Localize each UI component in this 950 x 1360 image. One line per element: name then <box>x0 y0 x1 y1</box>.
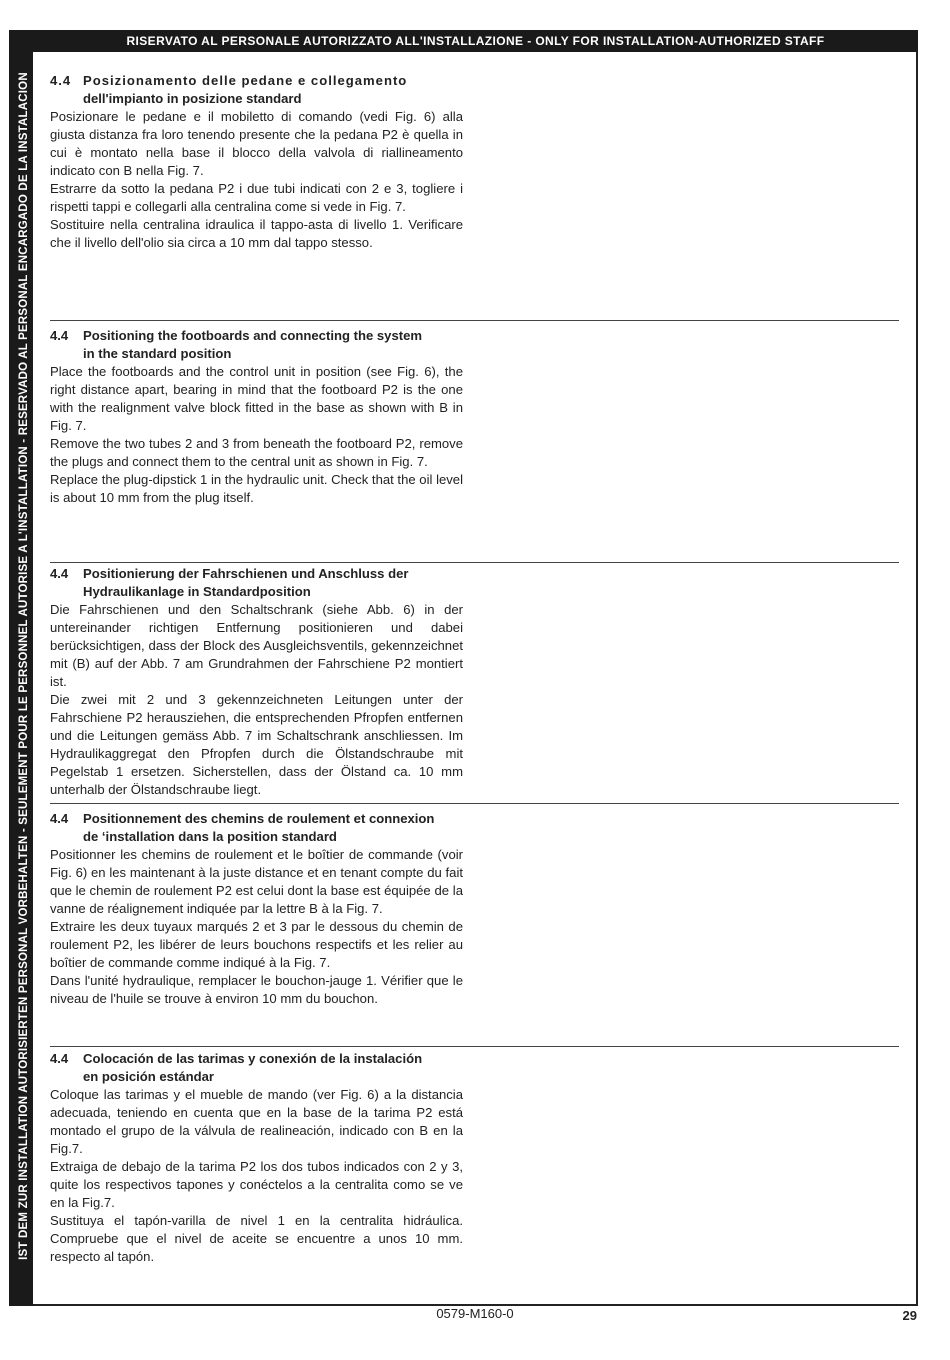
section-divider <box>50 320 899 321</box>
paragraph: Dans l'unité hydraulique, remplacer le bouchon-jauge 1. Vérifier que le niveau de l'huile se trouve à environ 10 mm du bouchon. <box>50 973 463 1006</box>
sidebar-text: IST DEM ZUR INSTALLATION AUTORISIERTEN PERSONAL VORBEHALTEN - SEULEMENT POUR LE PERSONNEL AUTORISE A L'INSTALLATION - RESERVADO AL PERSONAL ENCARGADO DE LA INSTALACION <box>18 72 30 1260</box>
section-title-line2: Hydraulikanlage in Standardposition <box>83 584 311 599</box>
paragraph: Replace the plug-dipstick 1 in the hydraulic unit. Check that the oil level is about 10 mm from the plug itself. <box>50 472 463 505</box>
section-title-line2: in the standard position <box>83 346 232 361</box>
paragraph: Extraire les deux tuyaux marqués 2 et 3 par le dessous du chemin de roulement P2, les libérer de leurs bouchons respectifs et les relier au boîtier de commande comme indiqué à la Fig. 7. <box>50 919 463 970</box>
section-german <box>50 565 463 799</box>
section-title-line1: Positionnement des chemins de roulement et connexion <box>83 811 435 826</box>
section-number: 4.4 <box>50 1051 69 1066</box>
section-heading <box>50 1050 463 1086</box>
paragraph: Die zwei mit 2 und 3 gekennzeichneten Leitungen unter der Fahrschiene P2 herausziehen, die entsprechenden Pfropfen entfernen und die Leitungen gemäss Abb. 7 im Schaltschrank anschliessen. Im Hydraulikaggregat den Pfropfen durch die Ölstandschraube mit Pegelstab 1 ersetzen. Sicherstellen, dass der Ölstand ca. 10 mm unterhalb der Ölstandschraube liegt. <box>50 692 463 797</box>
paragraph: Sustituya el tapón-varilla de nivel 1 en la centralita hidráulica. Compruebe que el nivel de aceite se encuentre a unos 10 mm. respecto al tapón. <box>50 1213 463 1264</box>
paragraph: Die Fahrschienen und den Schaltschrank (siehe Abb. 6) in der untereinander richtigen Entfernung positionieren und dabei berücksichtigen, dass der Block des Ausgleichsventils, gekennzeichnet mit (B) auf der Abb. 7 am Grundrahmen der Fahrschiene P2 montiert ist. <box>50 602 463 689</box>
paragraph: Estrarre da sotto la pedana P2 i due tubi indicati con 2 e 3, togliere i rispetti tappi e collegarli alla centralina come si vede in Fig. 7. <box>50 181 463 214</box>
section-title-line2: dell'impianto in posizione standard <box>83 91 302 106</box>
paragraph: Positionner les chemins de roulement et le boîtier de commande (voir Fig. 6) en les maintenant à la juste distance et en tenant compte du fait que le chemin de roulement P2 est celui dont la base est équipée de la vanne de réalignement indiquée par la lettre B à la Fig. 7. <box>50 847 463 916</box>
section-number: 4.4 <box>50 566 69 581</box>
paragraph: Posizionare le pedane e il mobiletto di comando (vedi Fig. 6) alla giusta distanza fra loro tenendo presente che la pedana P2 è quella in cui è montato nella base il blocco della valvola di riallineamento indicato con B nella Fig. 7. <box>50 109 463 178</box>
section-number: 4.4 <box>50 328 69 343</box>
document-code: 0579-M160-0 <box>436 1306 514 1321</box>
paragraph: Extraiga de debajo de la tarima P2 los dos tubos indicados con 2 y 3, quite los respectivos tapones y conéctelos a la centralita como se ve en la Fig.7. <box>50 1159 463 1210</box>
section-title-line2: de ‘installation dans la position standard <box>83 829 337 844</box>
paragraph: Remove the two tubes 2 and 3 from beneath the footboard P2, remove the plugs and connect them to the central unit as shown in Fig. 7. <box>50 436 463 469</box>
section-spanish <box>50 1050 463 1266</box>
section-title-line1: Colocación de las tarimas y conexión de la instalación <box>83 1051 423 1066</box>
section-title-line1: Positionierung der Fahrschienen und Anschluss der <box>83 566 409 581</box>
section-divider <box>50 1046 899 1047</box>
paragraph: Coloque las tarimas y el mueble de mando (ver Fig. 6) a la distancia adecuada, teniendo en cuenta que en la base de la tarima P2 está montado el grupo de la válvula de realineación, indicado con B en la Fig.7. <box>50 1087 463 1156</box>
header-banner: RISERVATO AL PERSONALE AUTORIZZATO ALL'INSTALLAZIONE - ONLY FOR INSTALLATION-AUTHORIZED STAFF <box>33 30 918 52</box>
section-number: 4.4 <box>50 73 72 88</box>
section-heading <box>50 327 463 363</box>
section-french <box>50 810 463 1008</box>
section-title-line2: en posición estándar <box>83 1069 214 1084</box>
paragraph: Place the footboards and the control unit in position (see Fig. 6), the right distance apart, bearing in mind that the footboard P2 is the one with the realignment valve block fitted in the base as shown with B in Fig. 7. <box>50 364 463 433</box>
section-divider <box>50 803 899 804</box>
section-italian <box>50 72 463 252</box>
section-divider <box>50 562 899 563</box>
section-heading <box>50 810 463 846</box>
section-title-line1: Positioning the footboards and connecting the system <box>83 328 423 343</box>
section-heading <box>50 72 463 108</box>
paragraph: Sostituire nella centralina idraulica il tappo-asta di livello 1. Verificare che il livello dell'olio sia circa a 10 mm dal tappo stesso. <box>50 217 463 250</box>
page-number: 29 <box>902 1308 917 1323</box>
section-title-line1: Posizionamento delle pedane e collegamento <box>83 73 408 88</box>
section-english <box>50 327 463 507</box>
section-number: 4.4 <box>50 811 69 826</box>
section-heading <box>50 565 463 601</box>
